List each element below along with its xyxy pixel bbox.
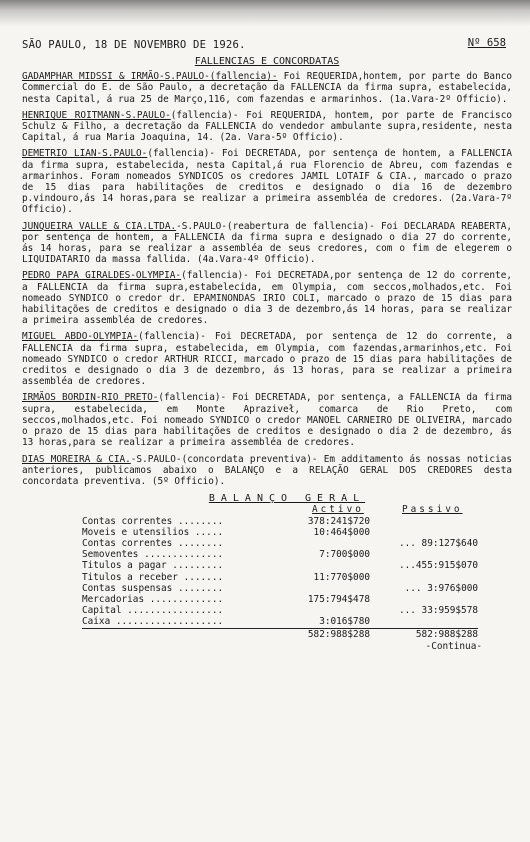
balance-columns xyxy=(312,504,512,515)
table-row xyxy=(82,583,478,594)
entry xyxy=(22,392,512,448)
activo-value: 10:464$000 xyxy=(313,526,370,538)
entry xyxy=(22,148,512,215)
total-passivo: 582:988$288 xyxy=(370,628,478,640)
passivo-value: ...455:915$070 xyxy=(398,560,478,572)
activo-value xyxy=(282,583,370,594)
entry-text: -S.PAULO-(reabertura de fallencia)- Foi DECLARADA REABERTA, por sentença de hontem, a FALLENCIA da firma supra e designado o dia 27 do corrente, ás 14 horas, para se realizar a assembléa de seus credores, com o fim de elegerem o LIQUIDATARIO da massa fallida. (4a.Vara-4º Officio). xyxy=(22,220,512,266)
passivo-value: ... 33:959$578 xyxy=(398,605,478,617)
passivo-value xyxy=(370,527,478,538)
entry-lead: IRMÃOS BORDIN-RIO PRETO- xyxy=(22,392,159,404)
entry-text: -S.PAULO-(concordata preventiva)- Em additamento ás nossas noticias anteriores, publicamos abaixo o BALANÇO e a RELAÇÃO GERAL DOS CREDORES desta concordata preventiva. (5º Officio). xyxy=(22,453,512,487)
activo-value xyxy=(282,560,370,571)
activo-value xyxy=(282,605,370,616)
entry-lead: GADAMPHAR MIDSSI & IRMÃO-S.PAULO-(fallencia)- xyxy=(22,71,278,83)
row-label: Contas correntes ........ xyxy=(82,537,224,549)
header xyxy=(22,37,512,62)
entry-text: (fallencia)- Foi DECRETADA,por sentença de 12 do corrente, a FALLENCIA da firma supra,estabelecida, em Olympia, com seccos,molhados,etc. Foi nomeado SYNDICO o credor dr. EPAMINONDAS IRIO COLI, marcado o prazo de 15 dias para habilitações de creditos e designado o dia 3 de dezembro,ás 14 horas, para se realizar a primeira assembléa de credores. xyxy=(22,270,512,327)
row-label: Moveis e utensilios ..... xyxy=(82,526,224,538)
entry-lead: DIAS MOREIRA & CIA. xyxy=(22,453,131,465)
table-row xyxy=(82,527,478,538)
balance-table xyxy=(82,516,478,640)
total-row xyxy=(82,628,478,640)
dateline: SÃO PAULO, 18 DE NOVEMBRO DE 1926. xyxy=(22,39,246,51)
table-row xyxy=(82,594,478,605)
entry-lead: DEMETRIO LIAN-S.PAULO- xyxy=(22,148,148,160)
row-label: Titulos a pagar ......... xyxy=(82,560,224,572)
row-label: Semoventes .............. xyxy=(82,549,224,561)
activo-value: 175:794$478 xyxy=(307,593,370,605)
activo-value: 11:770$000 xyxy=(313,571,370,583)
passivo-header: Passivo xyxy=(402,504,463,516)
entry xyxy=(22,454,512,488)
entry-lead: HENRIQUE ROITMANN-S.PAULO- xyxy=(22,109,171,121)
issue-number: Nº 658 xyxy=(467,37,506,49)
passivo-value: ... 3:976$000 xyxy=(404,582,478,594)
entry-text: (fallencia)- Foi DECRETADA, por sentença de hontem, a FALLENCIA da firma supra, estabelecida, nesta Capital,á rua Florencio de Abreu, com fazendas e armarinhos. Foram nomeados SYNDICOS os credores JAMIL LOTAIF & CIA., marcado o prazo de 15 dias para habilitações de creditos e designado o dia 16 de dezembro p.vindouro,ás 14 horas,para se realizar a primeira assembléa de credores. (2a.Vara-7º Officio). xyxy=(22,148,512,216)
row-label: Contas suspensas ........ xyxy=(82,582,224,594)
row-label: Mercadorias ............. xyxy=(82,593,224,605)
row-label: Capital ................. xyxy=(82,605,224,617)
entry-text: (fallencia)- Foi DECRETADA, por sentença, a FALLENCIA da firma supra, estabelecida, em Monte Apraziveł, comarca de Rio Preto, com seccos,molhados,etc. Foi nomeado SYNDICO o credor MANOEL CARNEIRO DE OLIVEIRA, marcado o prazo de 15 dias para habilitações de creditos e designado o dia 2 de dezembro, ás 13 horas,para se realizar a primeira assembléa de credores. xyxy=(22,392,512,449)
row-label: Contas correntes ........ xyxy=(82,515,224,527)
entry-lead: MIGUEL ABDO-OLYMPIA- xyxy=(22,331,139,343)
entry-text: (fallencia)- Foi REQUERIDA, hontem, por parte de Francisco Schulz & Filho, a decretação da FALLENCIA do vendedor ambulante supra,residente, nesta Capital, á rua Maria Joaquina, 14. (2a. Vara-5º Officio). xyxy=(22,109,512,144)
activo-value: 7:700$000 xyxy=(319,549,370,561)
entry xyxy=(22,71,512,105)
passivo-value xyxy=(370,594,478,605)
table-row xyxy=(82,560,478,571)
entry xyxy=(22,331,512,387)
entry-lead: JUNQUEIRA VALLE & CIA.LTDA. xyxy=(22,220,177,232)
activo-value: 378:241$720 xyxy=(307,515,370,527)
continua-note: -Continua- xyxy=(425,640,482,652)
activo-value xyxy=(282,538,370,549)
table-row xyxy=(82,538,478,549)
table-row xyxy=(82,549,478,560)
passivo-value: ... 89:127$640 xyxy=(398,537,478,549)
passivo-value xyxy=(370,616,478,628)
total-activo: 582:988$288 xyxy=(282,628,370,640)
entry-lead: PEDRO PAPA GIRALDES-OLYMPIA- xyxy=(22,270,182,282)
table-row xyxy=(82,605,478,616)
balance-title: BALANÇO GERAL xyxy=(208,493,366,505)
table-row xyxy=(82,616,478,628)
section-title: FALLENCIAS E CONCORDATAS xyxy=(194,56,340,67)
entry xyxy=(22,221,512,266)
activo-header: Activo xyxy=(312,504,364,516)
entry xyxy=(22,270,512,326)
scan-smudge xyxy=(0,0,530,26)
table-row xyxy=(82,516,478,527)
table-row xyxy=(82,572,478,583)
entry xyxy=(22,110,512,144)
activo-value: 3:016$780 xyxy=(319,616,370,628)
entry-text: (fallencia)- Foi DECRETADA, por sentença de 12 do corrente, a FALLENCIA da firma supra, estabelecida, em Olympia, com fazendas,armarinhos,etc. Foi nomeado SYNDICO o credor ARTHUR RICCI, marcado o prazo de 15 dias para habilitações de creditos e designado o dia 3 de dezembro, ás 13 horas, para se realizar a primeira assembléa de credores. xyxy=(22,331,512,388)
row-label: Titulos a receber ....... xyxy=(82,571,224,583)
passivo-value xyxy=(370,572,478,583)
entry-text: Foi REQUERIDA,hontem, por parte do Banco Commercial do E. de São Paulo, a decretação da FALLENCIA da firma supra, estabelecida, nesta Capital, á rua 25 de Março,116, com fazendas e armarinhos. (1a.Vara-2º Officio). xyxy=(22,71,512,105)
passivo-value xyxy=(370,516,478,527)
passivo-value xyxy=(370,549,478,560)
row-label: Caixa ................... xyxy=(82,616,224,628)
